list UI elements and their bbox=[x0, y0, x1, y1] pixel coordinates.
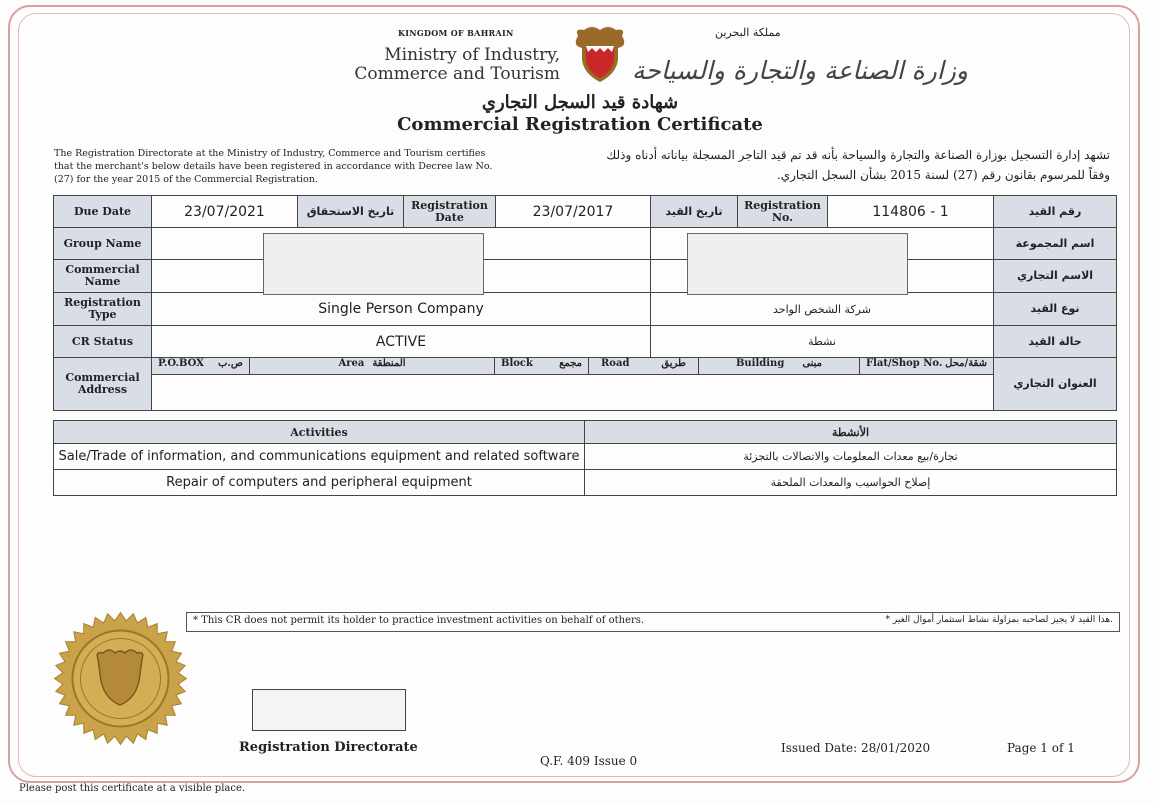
post-notice: Please post this certificate at a visible place. bbox=[19, 783, 246, 794]
group-name-label: Group Name bbox=[54, 228, 152, 260]
activity-en: Repair of computers and peripheral equipment bbox=[54, 470, 585, 496]
redacted-name-en bbox=[263, 233, 484, 295]
commercial-address-row bbox=[54, 358, 1117, 411]
page-number: Page 1 of 1 bbox=[1007, 741, 1075, 755]
intro-text-en: The Registration Directorate at the Ministry of Industry, Commerce and Tourism certifies that the merchant's below details have been registered in accordance with Decree law No. (27) for the year 2015 of the Commercial Registration. bbox=[54, 148, 493, 185]
registration-type-label-ar: نوع القيد bbox=[994, 293, 1117, 326]
issued-date: Issued Date: 28/01/2020 bbox=[781, 741, 931, 755]
activity-row bbox=[54, 470, 1117, 496]
commercial-address-label: Commercial Address bbox=[54, 358, 152, 411]
commercial-address-label-ar: العنوان التجاري bbox=[994, 358, 1117, 411]
ministry-name-en bbox=[340, 46, 560, 84]
registration-type-value-ar: شركة الشخص الواحد bbox=[651, 293, 994, 326]
ministry-name-ar: وزارة الصناعة والتجارة والسياحة bbox=[632, 56, 968, 85]
registration-date-label-ar: تاريخ القيد bbox=[651, 196, 738, 228]
commercial-name-label: Commercial Name bbox=[54, 260, 152, 293]
commercial-name-row bbox=[54, 260, 1117, 293]
address-subheader bbox=[152, 358, 993, 375]
ministry-line1: Ministry of Industry, bbox=[384, 45, 560, 65]
activity-en: Sale/Trade of information, and communications equipment and related software bbox=[54, 444, 585, 470]
due-date-value: 23/07/2021 bbox=[152, 196, 298, 228]
form-number: Q.F. 409 Issue 0 bbox=[540, 754, 638, 768]
flat-header: Flat/Shop No. شقة/محل bbox=[866, 358, 987, 369]
coat-of-arms-icon bbox=[572, 26, 628, 84]
road-header: Road طريق bbox=[589, 358, 699, 374]
intro-text-ar: تشهد إدارة التسجيل بوزارة الصناعة والتجارة والسياحة بأنه قد تم قيد التاجر المسجلة بياناته أدناه وذلك وفقاً للمرسوم بقانون رقم (27) لسنة 2015 بشأن السجل التجاري. bbox=[606, 148, 1110, 182]
activities-header-en: Activities bbox=[54, 421, 585, 444]
activity-ar: إصلاح الحواسيب والمعدات الملحقة bbox=[585, 470, 1117, 496]
kingdom-title-en: KINGDOM OF BAHRAIN bbox=[398, 28, 514, 38]
pobox-header: P.O.BOX ص.ب bbox=[152, 358, 250, 374]
registration-date-label: Registration Date bbox=[404, 196, 496, 228]
investment-notice bbox=[186, 612, 1120, 632]
certificate-title-en: Commercial Registration Certificate bbox=[397, 114, 763, 135]
activities-table bbox=[53, 420, 1117, 496]
group-name-label-ar: اسم المجموعة bbox=[994, 228, 1117, 260]
registration-number-value: 114806 - 1 bbox=[828, 196, 994, 228]
activities-header-row bbox=[54, 421, 1117, 444]
activities-header-ar: الأنشطة bbox=[585, 421, 1117, 444]
investment-notice-en: * This CR does not permit its holder to practice investment activities on behalf of others. bbox=[193, 615, 645, 626]
certificate-title-ar: شهادة قيد السجل التجاري bbox=[481, 92, 679, 113]
activity-row bbox=[54, 444, 1117, 470]
signature-redacted bbox=[252, 689, 406, 731]
ministry-line2: Commerce and Tourism bbox=[354, 64, 560, 84]
registration-type-row bbox=[54, 293, 1117, 326]
cr-status-label-ar: حالة القيد bbox=[994, 326, 1117, 358]
registration-type-label: Registration Type bbox=[54, 293, 152, 326]
commercial-name-label-ar: الاسم التجاري bbox=[994, 260, 1117, 293]
cr-status-value: ACTIVE bbox=[152, 326, 651, 358]
registration-date-value: 23/07/2017 bbox=[496, 196, 651, 228]
kingdom-title-ar: مملكة البحرين bbox=[715, 26, 781, 39]
investment-notice-ar: * هذا القيد لا يجيز لصاحبه بمزاولة نشاط استثمار أموال الغير. bbox=[885, 615, 1113, 625]
cr-status-label: CR Status bbox=[54, 326, 152, 358]
activity-ar: تجارة/بيع معدات المعلومات والاتصالات بالتجزئة bbox=[585, 444, 1117, 470]
block-header: Block مجمع bbox=[495, 358, 589, 374]
redacted-name-ar bbox=[687, 233, 908, 295]
registration-directorate: Registration Directorate bbox=[239, 740, 418, 755]
registration-number-label: Registration No. bbox=[738, 196, 828, 228]
registration-table bbox=[53, 195, 1117, 411]
due-date-label-ar: تاريخ الاستحقاق bbox=[298, 196, 404, 228]
cr-status-value-ar: نشطة bbox=[651, 326, 994, 358]
gold-seal-icon bbox=[53, 611, 188, 746]
group-name-row bbox=[54, 228, 1117, 260]
building-header: Building مبنى bbox=[699, 358, 860, 374]
commercial-address-fields bbox=[152, 358, 994, 411]
area-header: Area المنطقة bbox=[250, 358, 495, 374]
registration-dates-row bbox=[54, 196, 1117, 228]
registration-type-value: Single Person Company bbox=[152, 293, 651, 326]
registration-number-label-ar: رقم القيد bbox=[994, 196, 1117, 228]
due-date-label: Due Date bbox=[54, 196, 152, 228]
cr-status-row bbox=[54, 326, 1117, 358]
